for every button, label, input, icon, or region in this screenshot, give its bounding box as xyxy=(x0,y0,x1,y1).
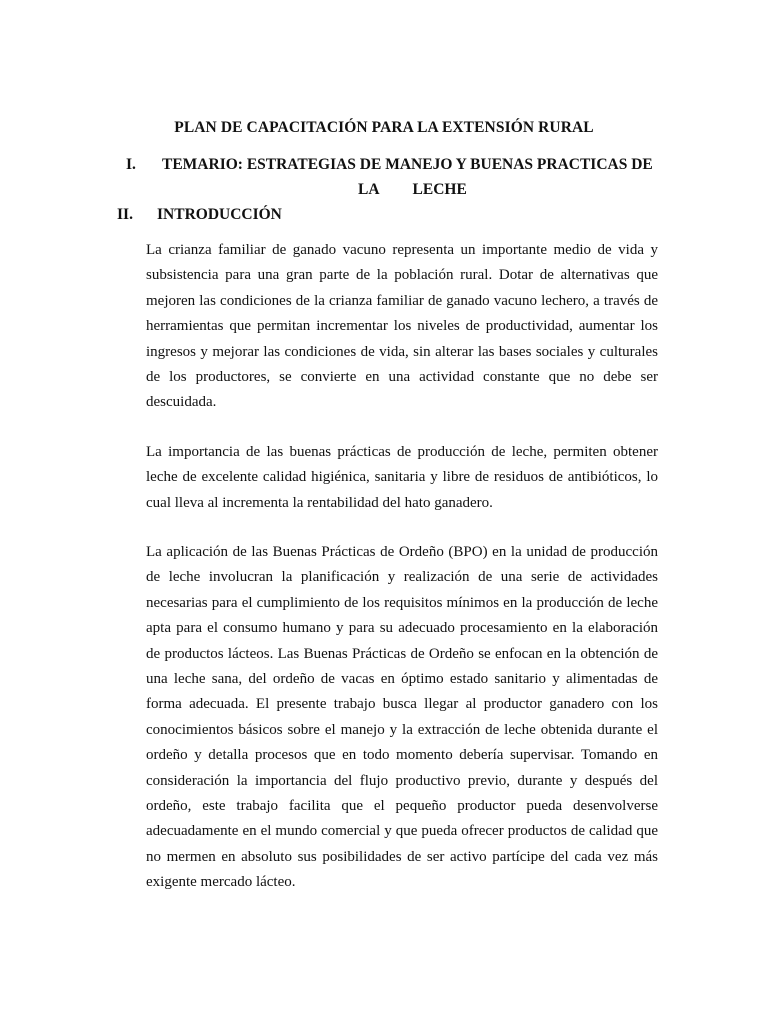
section-1-heading-line1: TEMARIO: ESTRATEGIAS DE MANEJO Y BUENAS PRACTICAS DE xyxy=(162,156,653,173)
paragraph: La crianza familiar de ganado vacuno representa un importante medio de vida y subsistencia para una gran parte de la población rural. Dotar de alternativas que mejoren las condiciones de la crianza familiar de ganado vacuno lechero, a través de herramientas que permitan incrementar los niveles de productividad, aumentar los ingresos y mejorar las condiciones de vida, sin alterar las bases sociales y culturales de los productores, se convierte en una actividad constante que no debe ser descuidada. xyxy=(146,242,658,411)
paragraph: La aplicación de las Buenas Prácticas de Ordeño (BPO) en la unidad de producción de leche involucran la planificación y realización de una serie de actividades necesarias para el cumplimiento de los requisitos mínimos en la producción de leche apta para el consumo humano y para su adecuado procesamiento en la elaboración de productos lácteos. Las Buenas Prácticas de Ordeño se enfocan en la obtención de una leche sana, del ordeño de vacas en óptimo estado sanitario y alimentadas de forma adecuada. El presente trabajo busca llegar al productor ganadero con los conocimientos básicos sobre el manejo y la extracción de leche obtenida durante el ordeño y detalla procesos que en todo momento debería supervisar. Tomando en consideración la importancia del flujo productivo previo, durante y después del ordeño, este trabajo facilita que el pequeño productor pueda desenvolverse adecuadamente en el mundo comercial y que pueda ofrecer productos de calidad que no mermen en absoluto sus posibilidades de ser activo partícipe del cada vez más exigente mercado lácteo. xyxy=(146,544,658,891)
section-1-number: I. xyxy=(126,156,136,173)
document-title: PLAN DE CAPACITACIÓN PARA LA EXTENSIÓN RURAL xyxy=(174,119,594,136)
section-2-heading: INTRODUCCIÓN xyxy=(157,206,282,223)
paragraph: La importancia de las buenas prácticas de producción de leche, permiten obtener leche de excelente calidad higiénica, sanitaria y libre de residuos de antibióticos, lo cual lleva al incrementa la rentabilidad del hato ganadero. xyxy=(146,444,658,511)
section-1-heading-line2: LA LECHE xyxy=(358,181,467,198)
section-2-number: II. xyxy=(117,206,133,223)
